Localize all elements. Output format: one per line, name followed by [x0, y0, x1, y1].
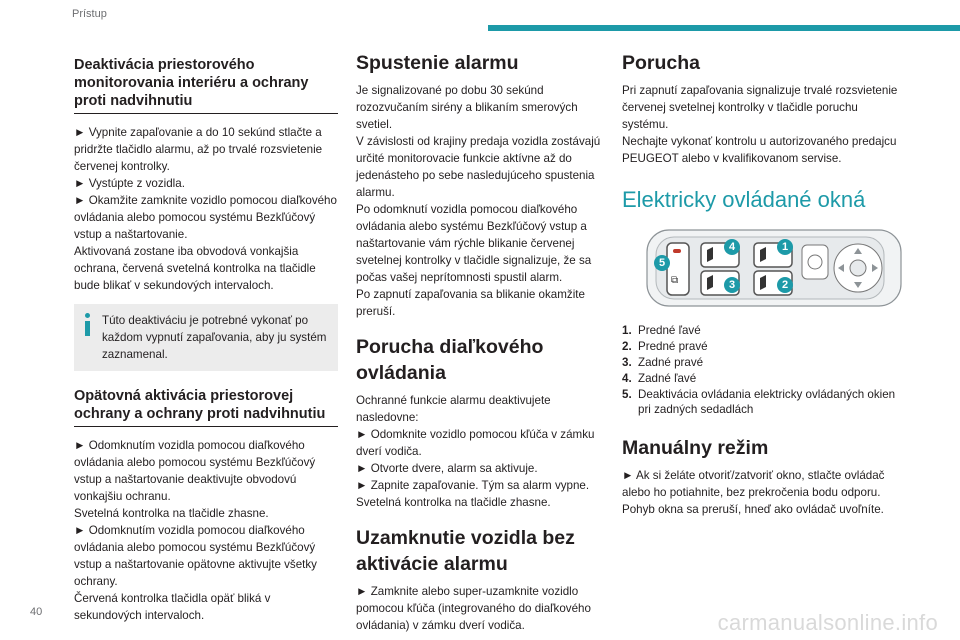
paragraph: Ochranné funkcie alarmu deaktivujete nasledovne: [356, 394, 551, 424]
paragraph: ► Ak si želáte otvoriť/zatvoriť okno, stlačte ovládač alebo ho potiahnite, bez prekročenia bodu odporu. Pohyb okna sa preruší, hneď ako ovládač uvoľníte. [622, 469, 885, 516]
badge-1: 1 [777, 239, 793, 255]
list-item: 2. Predné pravé [622, 340, 708, 353]
mirror-control-icon [834, 244, 882, 292]
list-item: 4. Zadné ľavé [622, 372, 697, 385]
paragraph: Je signalizované po dobu 30 sekúnd rozozvučaním sirény a blikaním smerových svetiel. [356, 84, 578, 131]
header-accent-bar [488, 25, 960, 31]
heading-fault: Porucha [622, 52, 701, 74]
paragraph: Aktivovaná zostane iba obvodová vonkajšia ochrana, červená svetelná kontrolka na tlačidle bude blikať v sekundových intervaloch. [74, 245, 316, 292]
paragraph: Nechajte vykonať kontrolu u autorizovaného predajcu PEUGEOT alebo v kvalifikovanom servise. [622, 135, 897, 165]
paragraph: ► Otvorte dvere, alarm sa aktivuje. [356, 462, 538, 475]
paragraph: V závislosti od krajiny predaja vozidla zostávajú určité monitorovacie funkcie aktívne až do jedenásteho po sebe nasledujúceho spustenia alarmu. [356, 135, 601, 199]
paragraph: ► Zamknite alebo super-uzamknite vozidlo pomocou kľúča (integrovaného do diaľkového ovládania) v zámku dverí vodiča. [356, 585, 591, 632]
list-item: 1. Predné ľavé [622, 324, 701, 337]
paragraph: Po zapnutí zapaľovania sa blikanie okamžite preruší. [356, 288, 585, 318]
heading-deactivation: Deaktivácia priestorového monitorovania interiéru a ochrany proti nadvihnutiu [74, 56, 338, 114]
heading-alarm-trigger: Spustenie alarmu [356, 52, 519, 74]
heading-manual-mode: Manuálny režim [622, 437, 769, 459]
paragraph: ► Vystúpte z vozidla. [74, 177, 185, 190]
badge-2: 2 [777, 277, 793, 293]
paragraph: ► Zapnite zapaľovanie. Tým sa alarm vypne. [356, 479, 590, 492]
heading-power-windows: Elektricky ovládané okná [622, 187, 866, 212]
list-item: 5. Deaktivácia ovládania elektricky ovládaných okien pri zadných sedadlách [622, 388, 896, 416]
column-left [74, 50, 338, 624]
paragraph: Svetelná kontrolka na tlačidle zhasne. [356, 496, 551, 509]
heading-reactivation: Opätovná aktivácia priestorovej ochrany a ochrany proti nadvihnutiu [74, 387, 338, 427]
paragraph: Svetelná kontrolka na tlačidle zhasne. [74, 507, 269, 520]
window-switch-panel-illustration [646, 229, 902, 307]
paragraph: ► Okamžite zamknite vozidlo pomocou diaľkového ovládania alebo pomocou systému Bezkľúčový vstup a naštartovanie. [74, 194, 337, 241]
column-right [622, 50, 898, 518]
heading-lock-without-alarm: Uzamknutie vozidla bez aktivácie alarmu [356, 527, 575, 575]
info-icon [85, 313, 91, 339]
paragraph: ► Odomknutím vozidla pomocou diaľkového ovládania alebo pomocou systému Bezkľúčový vstup a naštartovanie opätovne aktivujte všetky ochrany. [74, 524, 317, 588]
badge-4: 4 [724, 239, 740, 255]
paragraph: ► Odomknite vozidlo pomocou kľúča v zámku dverí vodiča. [356, 428, 595, 458]
paragraph: Červená kontrolka tlačidla opäť bliká v sekundových intervaloch. [74, 592, 271, 622]
page-number: 40 [30, 606, 43, 618]
column-middle [356, 50, 602, 634]
heading-remote-failure: Porucha diaľkového ovládania [356, 336, 544, 384]
badge-3: 3 [724, 277, 740, 293]
info-note [74, 304, 338, 371]
window-legend-list [622, 323, 898, 417]
badge-5: 5 [654, 255, 670, 271]
section-header: Prístup [72, 8, 107, 20]
paragraph: Po odomknutí vozidla pomocou diaľkového ovládania alebo systému Bezkľúčový vstup a naštartovanie vám rýchle blikanie červenej svetelnej kontrolky v tlačidle signalizuje, že sa počas vašej neprítomnosti spustil alarm. [356, 203, 592, 284]
paragraph: Pri zapnutí zapaľovania signalizuje trvalé rozsvietenie červenej svetelnej kontrolky v tlačidle poruchu systému. [622, 84, 898, 131]
paragraph: ► Odomknutím vozidla pomocou diaľkového ovládania alebo pomocou systému Bezkľúčový vstup a naštartovanie deaktivujte obvodovú vonkajšiu ochranu. [74, 439, 316, 503]
list-item: 3. Zadné pravé [622, 356, 704, 369]
paragraph: ► Vypnite zapaľovanie a do 10 sekúnd stlačte a pridržte tlačidlo alarmu, až po trvalé rozsvietenie červenej kontrolky. [74, 126, 323, 173]
svg-text:⧉: ⧉ [671, 275, 679, 286]
watermark: carmanualsonline.info [717, 610, 938, 635]
info-note-text: Túto deaktiváciu je potrebné vykonať po každom vypnutí zapaľovania, aby ju systém zaznamenal. [102, 314, 327, 361]
